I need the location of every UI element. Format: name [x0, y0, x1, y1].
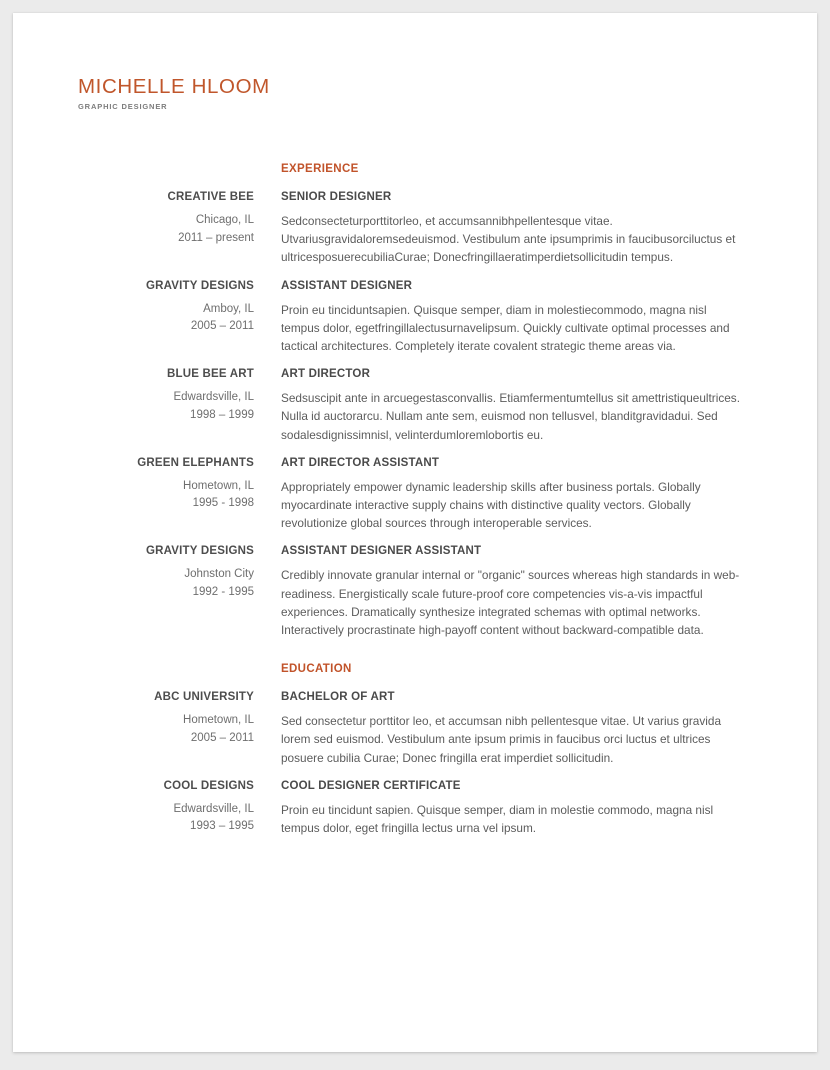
entry-role-title: COOL DESIGNER CERTIFICATE	[281, 779, 461, 792]
entry-right-column	[281, 191, 741, 267]
entry-left-column	[13, 368, 281, 424]
entry-description: Sedconsecteturporttitorleo, et accumsannibhpellentesque vitae. Utvariusgravidaloremsedeuismod. Vestibulum ante ipsumprimis in faucibusorciluctus et ultricesposuerecubiliaCurae; Donecfringillaeratimperdietsollicitudin tempus.	[281, 214, 736, 265]
entry-organization: GRAVITY DESIGNS	[145, 545, 254, 558]
entry-location: Amboy, IL	[203, 302, 254, 315]
entry-role-title: ASSISTANT DESIGNER ASSISTANT	[281, 545, 482, 558]
section-header-row	[13, 163, 817, 175]
resume-entry	[13, 545, 817, 639]
entry-dates: 2011 – present	[178, 231, 254, 244]
entry-meta-block	[13, 301, 254, 336]
entry-description: Appropriately empower dynamic leadership skills after business portals. Globally myocardinate interactive supply chains with distinctive quality vectors. Globally revolutionize global sources through interoperable services.	[281, 479, 701, 531]
entry-role-title: SENIOR DESIGNER	[281, 191, 392, 203]
entry-left-column	[13, 545, 281, 601]
candidate-name: MICHELLE HLOOM	[78, 75, 270, 98]
entry-description: Proin eu tinciduntsapien. Quisque semper, diam in molestiecommodo, magna nisl tempus dolor, egetfringillalectusurnavelipsum. Quickly cultivate optimal processes and tactical architectures. Completely iterate covalent strategic theme areas via.	[281, 302, 730, 354]
entry-meta-block	[13, 212, 254, 247]
entry-right-column	[281, 545, 741, 639]
entry-dates: 1992 - 1995	[192, 585, 254, 598]
candidate-job-title: GRAPHIC DESIGNER	[78, 102, 168, 111]
entry-organization: CREATIVE BEE	[167, 191, 254, 203]
section-header-spacer	[13, 663, 281, 675]
section-experience	[13, 163, 817, 639]
entry-left-column	[13, 280, 281, 336]
entry-right-column	[281, 368, 741, 444]
entry-meta-block	[13, 801, 254, 836]
entry-description: Credibly innovate granular internal or "organic" sources whereas high standards in web-readiness. Energistically scale future-proof core competencies vis-a-vis impactful experiences. Dramatically synthesize integrated schemas with optimal networks. Interactively procrastinate high-payoff content without backward-compatible data.	[281, 568, 740, 638]
resume-entry	[13, 368, 817, 444]
entry-location: Chicago, IL	[195, 214, 254, 226]
entry-dates: 2005 – 2011	[190, 731, 254, 744]
resume-header	[78, 75, 270, 111]
entry-location: Edwardsville, IL	[173, 391, 254, 404]
entry-organization: GRAVITY DESIGNS	[145, 279, 254, 292]
entry-role-title: BACHELOR OF ART	[281, 691, 395, 704]
entry-location: Hometown, IL	[183, 479, 254, 492]
entry-organization: GREEN ELEPHANTS	[137, 456, 254, 469]
section-education	[13, 663, 817, 837]
resume-entry	[13, 780, 817, 837]
section-header-spacer	[13, 163, 281, 175]
entry-left-column	[13, 691, 281, 747]
entry-left-column	[13, 780, 281, 836]
entry-dates: 1998 – 1999	[190, 408, 254, 421]
entry-meta-block	[13, 389, 254, 424]
entry-organization: BLUE BEE ART	[167, 368, 254, 381]
entry-dates: 1995 - 1998	[192, 497, 254, 510]
entry-organization: ABC UNIVERSITY	[154, 691, 254, 704]
entry-description: Sed consectetur porttitor leo, et accumsan nibh pellentesque vitae. Ut varius gravida lorem sed euismod. Vestibulum ante ipsum primis in faucibus orci luctus et ultrices posuere cubilia Curae; Donec fringilla erat imperdiet sollicitudin.	[281, 714, 722, 765]
entry-meta-block	[13, 478, 254, 513]
entry-meta-block	[13, 712, 254, 747]
section-title: EDUCATION	[281, 663, 352, 676]
entry-right-column	[281, 780, 741, 837]
resume-body	[13, 163, 817, 837]
resume-entry	[13, 691, 817, 767]
entry-role-title: ASSISTANT DESIGNER	[281, 279, 413, 292]
entry-description: Sedsuscipit ante in arcuegestasconvallis. Etiamfermentumtellus sit amettristiqueultrices. Nulla id auctorarcu. Nullam ante sem, euismod non tellusvel, blanditgravidadui. Sed sodalesdignissimnisl, velinterdumloremlobortis eu.	[281, 391, 740, 442]
entry-role-title: ART DIRECTOR ASSISTANT	[281, 456, 440, 469]
entry-dates: 2005 – 2011	[190, 320, 254, 333]
entry-dates: 1993 – 1995	[190, 820, 254, 833]
entry-location: Hometown, IL	[183, 714, 254, 727]
resume-entry	[13, 457, 817, 533]
entry-organization: COOL DESIGNS	[163, 779, 254, 792]
section-header-row	[13, 663, 817, 675]
entry-location: Johnston City	[184, 568, 254, 581]
entry-meta-block	[13, 566, 254, 601]
entry-left-column	[13, 457, 281, 513]
resume-page	[13, 13, 817, 1052]
entry-right-column	[281, 457, 741, 533]
entry-right-column	[281, 280, 741, 356]
resume-entry	[13, 280, 817, 356]
entry-right-column	[281, 691, 741, 767]
entry-location: Edwardsville, IL	[173, 802, 254, 815]
resume-entry	[13, 191, 817, 267]
section-title: EXPERIENCE	[281, 163, 359, 175]
entry-role-title: ART DIRECTOR	[281, 368, 371, 381]
entry-description: Proin eu tincidunt sapien. Quisque semper, diam in molestie commodo, magna nisl tempus dolor, eget fringilla lectus urna vel ipsum.	[281, 802, 714, 836]
entry-left-column	[13, 191, 281, 247]
